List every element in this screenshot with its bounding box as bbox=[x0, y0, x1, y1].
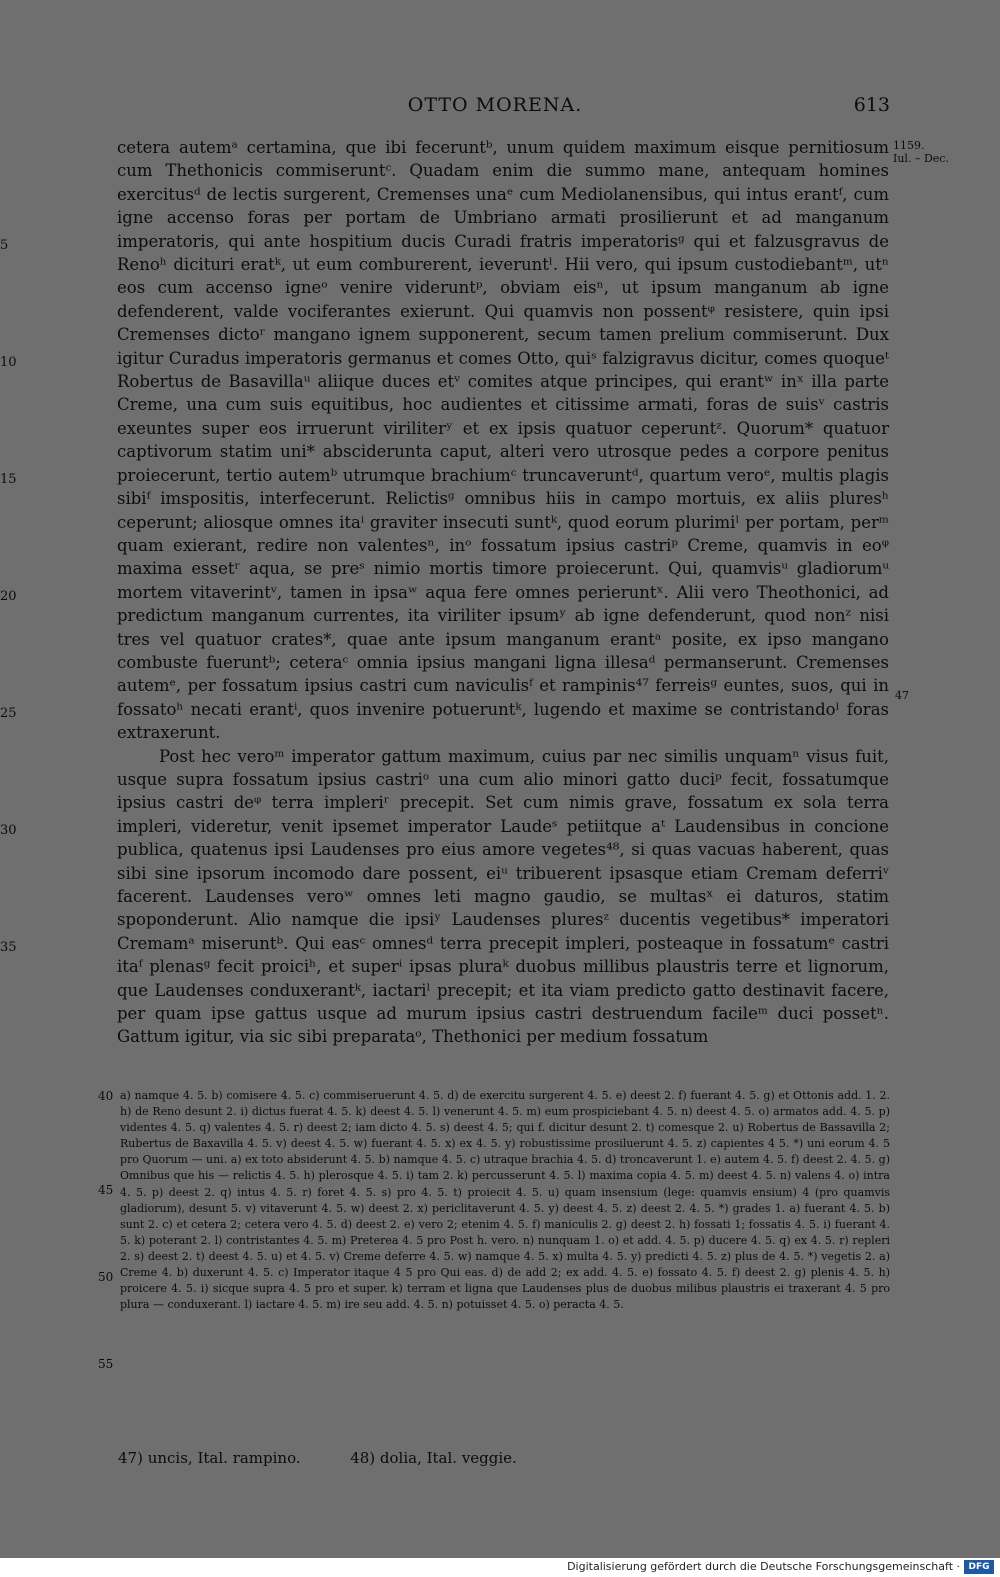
line-number: 20 bbox=[0, 589, 17, 604]
line-number: 5 bbox=[0, 238, 9, 253]
running-title: OTTO MORENA. bbox=[407, 94, 583, 116]
line-number: 35 bbox=[0, 940, 17, 955]
footnotes bbox=[118, 1449, 818, 1467]
line-number: 30 bbox=[0, 823, 17, 838]
page-number: 613 bbox=[853, 94, 890, 116]
notes-line-number: 55 bbox=[98, 1357, 114, 1371]
running-header bbox=[100, 94, 890, 120]
margin-footnote-ref: 47 bbox=[895, 689, 909, 702]
line-number: 25 bbox=[0, 706, 17, 721]
paragraph: cetera autemᵃ certamina, que ibi feceruntᵇ, unum quidem maximum eisque pernitiosum cum Thethonicis commiseruntᶜ. Quadam enim die summo mane, antequam homines exercitusᵈ de lectis surgerent, Cremenses unaᵉ cum Mediolanensibus, qui intus erantᶠ, cum igne accenso foras per portam de Umbriano armati prosilierunt et ad manganum imperatoris, qui ante hospitium ducis Curadi fratris imperatorisᵍ qui et falzusgravus de Renoʰ dicituri eratᵏ, ut eum comburerent, ieveruntˡ. Hii vero, qui ipsum custodiebantᵐ, utⁿ eos cum accenso igneᵒ venire videruntᵖ, obviam eisⁿ, ut ipsum manganum ab igne defenderent, valde vociferantes exierunt. Qui quamvis non possentᵠ resistere, quin ipsi Cremenses dictoʳ mangano ignem supponerent, secum tamen prelium commiserunt. Dux igitur Curadus imperatoris germanus et comes Otto, quiˢ falzigravus dicitur, comes quoqueᵗ Robertus de Basavillaᵘ aliique duces etᵛ comites atque principes, qui erantʷ inˣ illa parte Creme, una cum suis equitibus, hoc audientes et citissime armati, foras de suisᵛ castris exeuntes super eos irruerunt viriliterʸ et ex ipsis quatuor ceperuntᶻ. Quorum* quatuor captivorum statim uni* absciderunta caput, alteri vero utrosque pedes a corpore penitus proiecerunt, tertio autemᵇ utrumque brachiumᶜ truncaveruntᵈ, quartum veroᵉ, multis plagis sibiᶠ imspositis, interfecerunt. Relictisᵍ omnibus hiis in campo mortuis, ex aliis pluresʰ ceperunt; aliosque omnes itaⁱ graviter insecuti suntᵏ, quod eorum plurimiˡ per portam, perᵐ quam exierant, redire non valentesⁿ, inᵒ fossatum ipsius castriᵖ Creme, quamvis in eoᵠ maxima essetʳ aqua, se preˢ nimio mortis timore proiecerunt. Qui, quamvisᵘ gladiorumᵘ mortem vitaverintᵛ, tamen in ipsaʷ aqua fere omnes perieruntˣ. Alii vero Theothonici, ad predictum manganum currentes, ita viriliter ipsumʸ ab igne defenderunt, quod nonᶻ nisi tres vel quatuor crates*, quae ante ipsum manganum erantᵃ posite, ex ipso mangano combuste fueruntᵇ; ceteraᶜ omnia ipsius mangani ligna illesaᵈ permanserunt. Cremenses autemᵉ, per fossatum ipsius castri cum naviculisᶠ et rampinis⁴⁷ ferreisᵍ euntes, suos, qui in fossatoʰ necati erantⁱ, quos invenire potueruntᵏ, lugendo et maxime se contristandoˡ foras extraxerunt. bbox=[117, 138, 889, 743]
main-text bbox=[117, 136, 889, 1049]
notes-line-number: 40 bbox=[98, 1089, 114, 1103]
line-number: 10 bbox=[0, 355, 17, 370]
dfg-logo-icon: DFG bbox=[964, 1560, 994, 1574]
notes-line-number: 45 bbox=[98, 1183, 114, 1197]
funding-notice: Digitalisierung gefördert durch die Deutsche Forschungsgemeinschaft · bbox=[567, 1560, 960, 1573]
footer-bar bbox=[0, 1558, 1000, 1577]
footnote-48: 48) dolia, Ital. veggie. bbox=[350, 1449, 517, 1467]
margin-year: 1159. bbox=[893, 139, 925, 152]
margin-months: Iul. – Dec. bbox=[893, 152, 949, 165]
notes-line-number: 50 bbox=[98, 1270, 114, 1284]
line-number: 15 bbox=[0, 472, 17, 487]
margin-date-note bbox=[893, 139, 949, 165]
paragraph: Post hec veroᵐ imperator gattum maximum, cuius par nec similis unquamⁿ visus fuit, usque supra fossatum ipsius castriᵒ una cum alio minori gatto duciᵖ fecit, fossatumque ipsius castri deᵠ terra impleriʳ precepit. Set cum nimis grave, fossatum ex sola terra impleri, videretur, venit ipsemet imperator Laudeˢ petiitque aᵗ Laudensibus in concione publica, quatenus ipsi Laudenses pro eius amore vegetes⁴⁸, si quas vacuas haberent, quas sibi sine ipsorum incomodo dare possent, eiᵘ tribuerent ipsasque etiam Cremam deferriᵛ facerent. Laudenses veroʷ omnes leti magno gaudio, se multasˣ ei daturos, statim spoponderunt. Alio namque die ipsiʸ Laudenses pluresᶻ ducentis vegetibus* imperatori Cremamᵃ miseruntᵇ. Qui easᶜ omnesᵈ terra precepit impleri, posteaque in fossatumᵉ castri itaᶠ plenasᵍ fecit proiciʰ, et superⁱ ipsas pluraᵏ duobus millibus plaustris terre et lignorum, que Laudenses conduxerantᵏ, iactariˡ precepit; et ita viam predicto gatto destinavit facere, per quam ipse gattus usque ad murum ipsius castri destruendum facileᵐ duci possetⁿ. Gattum igitur, via sic sibi preparataᵒ, Thethonici per medium fossatum bbox=[117, 746, 889, 1047]
footnote-47: 47) uncis, Ital. rampino. bbox=[118, 1449, 301, 1467]
critical-apparatus: a) namque 4. 5. b) comisere 4. 5. c) commiseruerunt 4. 5. d) de exercitu surgerent 4. 5. e) deest 2. f) fuerant 4. 5. g) et Ottonis add. 1. 2. h) de Reno desunt 2. i) dictus fuerat 4. 5. k) deest 4. 5. l) venerunt 4. 5. m) eum prospiciebant 4. 5. n) deest 4. 5. o) armatos add. 4. 5. p) videntes 4. 5. q) valentes 4. 5. r) deest 2; iam dicto 4. 5. s) deest 4. 5; qui f. dicitur desunt 2. t) comesque 2. u) Robertus de Bassavilla 2; Rubertus de Baxavilla 4. 5. v) deest 4. 5. w) fuerant 4. 5. x) ex 4. 5. y) robustissime prosiluerunt 4. 5. z) capientes 4 5. *) uni eorum 4. 5 pro Quorum — uni. a) ex toto absiderunt 4. 5. b) namque 4. 5. c) utraque brachia 4. 5. d) troncaverunt 1. e) autem 4. 5. f) deest 2. 4. 5. g) Omnibus que his — relictis 4. 5. h) plerosque 4. 5. i) tam 2. k) percusserunt 4. 5. l) maxima copia 4. 5. m) deest 4. 5. n) valens 4. o) intra 4. 5. p) deest 2. q) intus 4. 5. r) foret 4. 5. s) pro 4. 5. t) proiecit 4. 5. u) quam insensium (lege: quamvis ensium) 4 (pro quamvis gladiorum), desunt 5. v) vitaverunt 4. 5. w) deest 2. x) periclitaverunt 4. 5. y) deest 4. 5. z) deest 2. 4. 5. *) grades 1. a) fuerant 4. 5. b) sunt 2. c) et cetera 2; cetera vero 4. 5. d) deest 2. e) vero 2; etenim 4. 5. f) maniculis 2. g) deest 2. h) fossati 1; fossatis 4. 5. i) fuerant 4. 5. k) poterant 2. l) contristantes 4. 5. m) Preterea 4. 5 pro Post h. vero. n) nunquam 1. o) et add. 4. 5. p) ducere 4. 5. q) ex 4. 5. r) repleri 2. s) deest 2. t) deest 4. 5. u) et 4. 5. v) Creme deferre 4. 5. w) namque 4. 5. x) multa 4. 5. y) predicti 4. 5. z) plus de 4. 5. *) vegetis 2. a) Creme 4. b) duxerunt 4. 5. c) Imperator itaque 4 5 pro Qui eas. d) de add 2; ex add. 4. 5. e) fossato 4. 5. f) deest 2. g) plenis 4. 5. h) proicere 4. 5. i) sicque supra 4. 5 pro et super. k) terram et ligna que Laudenses plus de duobus milibus plaustris ei traxerant 4. 5 pro plura — conduxerant. l) iactare 4. 5. m) ire seu add. 4. 5. n) potuisset 4. 5. o) peracta 4. 5. bbox=[120, 1089, 890, 1312]
